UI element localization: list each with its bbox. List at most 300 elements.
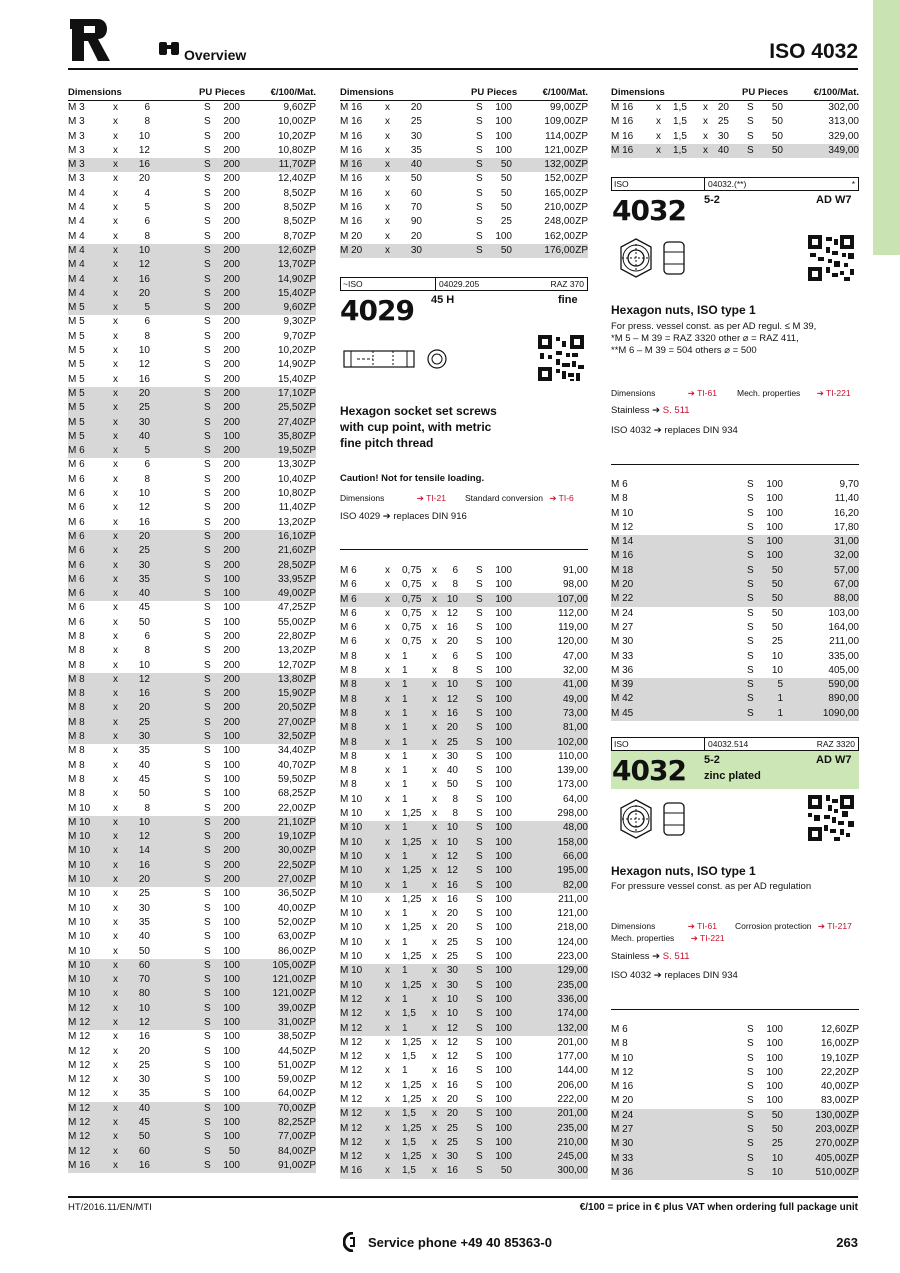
finish-code: ZP <box>303 759 316 771</box>
price: 21,60 <box>277 545 303 557</box>
length: 10 <box>446 1008 458 1020</box>
price: 13,70 <box>277 259 303 271</box>
price: 12,40 <box>277 173 303 185</box>
pieces: 50 <box>500 173 512 185</box>
pieces: 200 <box>223 473 240 485</box>
finish-code: ZP <box>575 130 588 142</box>
times-sign: x <box>432 565 437 576</box>
dimension: M 12 <box>340 1079 363 1091</box>
pieces: 100 <box>223 430 240 442</box>
times-sign: x <box>432 636 437 648</box>
pack-unit: S <box>476 636 483 648</box>
table-row <box>340 101 588 115</box>
length: 16 <box>138 373 150 385</box>
length: 10 <box>138 659 150 671</box>
pieces: 100 <box>495 665 512 677</box>
pitch: 1,5 <box>402 1108 416 1120</box>
price: 15,40 <box>277 287 303 299</box>
pieces: 100 <box>223 1074 240 1086</box>
length: 6 <box>144 630 150 642</box>
pieces: 50 <box>500 244 512 256</box>
table-row <box>68 258 316 272</box>
dimension: M 8 <box>340 779 357 791</box>
times-sign: x <box>385 879 390 891</box>
pitch: 1,5 <box>402 1051 416 1063</box>
pieces: 200 <box>223 273 240 285</box>
dimension: M 4 <box>68 187 85 199</box>
price: 59,50 <box>277 773 303 785</box>
table-row <box>68 987 316 1001</box>
finish-code: ZP <box>303 530 316 542</box>
footer-rule <box>68 1196 858 1198</box>
table-row <box>68 516 316 530</box>
pitch: 1 <box>402 736 408 748</box>
pieces: 100 <box>223 573 240 585</box>
table-body <box>611 1023 859 1180</box>
price: 91,00 <box>277 1159 303 1171</box>
pieces: 25 <box>771 636 783 648</box>
dimension: M 3 <box>68 144 85 156</box>
dimension: M 12 <box>340 1136 363 1148</box>
link-dimensions[interactable] <box>611 387 717 399</box>
price: 27,00 <box>277 874 303 886</box>
dimension: M 5 <box>68 402 85 414</box>
length: 30 <box>138 902 150 914</box>
pack-unit: S <box>204 373 211 385</box>
times-sign: x <box>385 1022 390 1034</box>
pieces: 100 <box>495 1051 512 1063</box>
pitch: 1,25 <box>402 1079 422 1091</box>
table-row <box>611 478 859 492</box>
header-pieces: Pieces <box>758 87 789 98</box>
pack-unit: S <box>204 230 211 242</box>
times-sign: x <box>113 230 118 242</box>
price: 211,00 <box>558 893 588 905</box>
pack-unit: S <box>747 1038 754 1050</box>
times-sign: x <box>385 1136 390 1148</box>
times-sign: x <box>113 359 118 371</box>
table-row <box>68 1116 316 1130</box>
dimension: M 6 <box>68 602 85 614</box>
table-row <box>68 616 316 630</box>
pieces: 200 <box>223 345 240 357</box>
table-row <box>68 530 316 544</box>
times-sign: x <box>113 502 118 514</box>
finish-code: ZP <box>303 630 316 642</box>
pack-unit: S <box>476 144 483 156</box>
length: 20 <box>446 922 458 934</box>
column-2 <box>340 86 588 258</box>
times-sign: x <box>113 1145 118 1157</box>
pack-unit: S <box>204 430 211 442</box>
finish-code: ZP <box>303 545 316 557</box>
dimension: M 10 <box>340 922 363 934</box>
pieces: 200 <box>223 673 240 685</box>
dimension: M 4 <box>68 287 85 299</box>
link-standard-conversion[interactable] <box>465 492 574 504</box>
length: 16 <box>446 879 458 891</box>
length: 25 <box>446 936 458 948</box>
length: 30 <box>410 244 422 256</box>
pieces: 100 <box>495 1108 512 1120</box>
price: 329,00 <box>828 130 859 142</box>
finish-code: ZP <box>303 230 316 242</box>
pieces: 100 <box>495 879 512 891</box>
times-sign: x <box>432 679 437 691</box>
pitch: 1,25 <box>402 1093 422 1105</box>
times-sign: x <box>432 1122 437 1134</box>
price: 14,90 <box>277 273 303 285</box>
times-sign: x <box>113 974 118 986</box>
header-pieces: Pieces <box>487 87 518 98</box>
pack-unit: S <box>476 893 483 905</box>
price: 174,00 <box>557 1008 588 1020</box>
pack-unit: S <box>476 1093 483 1105</box>
times-sign: x <box>432 850 437 862</box>
pack-unit: S <box>204 273 211 285</box>
finish-code: ZP <box>575 202 588 214</box>
table-row <box>340 1093 588 1107</box>
times-sign: x <box>385 707 390 719</box>
price: 195,00 <box>557 865 588 877</box>
finish-code: ZP <box>303 345 316 357</box>
divider <box>611 464 859 465</box>
product-number: 4032 <box>612 194 686 227</box>
table-row <box>340 1036 588 1050</box>
dimension: M 10 <box>68 988 91 1000</box>
pack-unit: S <box>747 130 754 142</box>
dimension: M 16 <box>340 116 363 128</box>
pieces: 200 <box>223 645 240 657</box>
times-sign: x <box>385 159 390 171</box>
dimension: M 6 <box>68 530 85 542</box>
dimension: M 24 <box>611 1109 634 1121</box>
table-body <box>68 101 316 1173</box>
length: 25 <box>138 545 150 557</box>
times-sign: x <box>113 1002 118 1014</box>
length: 40 <box>138 931 150 943</box>
pack-unit: S <box>476 1122 483 1134</box>
pack-unit: S <box>204 816 211 828</box>
dimension: M 12 <box>340 1093 363 1105</box>
length: 20 <box>138 287 150 299</box>
length: 40 <box>410 159 422 171</box>
length: 20 <box>410 102 422 113</box>
times-sign: x <box>113 702 118 714</box>
price: 9,70 <box>283 330 303 342</box>
pitch: 0,75 <box>402 565 422 576</box>
dimension: M 10 <box>68 874 91 886</box>
tag-code: 04032.(**) <box>704 178 746 190</box>
price: 22,20 <box>820 1066 846 1078</box>
pack-unit: S <box>476 722 483 734</box>
times-sign: x <box>113 187 118 199</box>
price: 15,40 <box>277 373 303 385</box>
dimension: M 8 <box>68 716 85 728</box>
finish-code: ZP <box>575 116 588 128</box>
pitch: 0,75 <box>402 579 422 591</box>
dimension: M 10 <box>68 902 91 914</box>
times-sign: x <box>385 579 390 591</box>
price: 176,00 <box>544 244 575 256</box>
pitch: 1,25 <box>402 808 422 820</box>
length: 35 <box>138 916 150 928</box>
hex-nut-icon <box>614 797 688 841</box>
times-sign: x <box>385 993 390 1005</box>
table-row <box>340 907 588 921</box>
table-row <box>340 172 588 186</box>
length: 10 <box>446 593 458 605</box>
dimension: M 10 <box>68 816 91 828</box>
price: 22,50 <box>277 859 303 871</box>
dimension: M 10 <box>68 831 91 843</box>
price: 11,40 <box>278 502 303 514</box>
pack-unit: S <box>204 688 211 700</box>
times-sign: x <box>385 173 390 185</box>
table-row <box>611 144 859 158</box>
pack-unit: S <box>204 159 211 171</box>
pitch: 1 <box>402 693 408 705</box>
link-stainless[interactable] <box>611 405 690 417</box>
price: 15,90 <box>277 688 303 700</box>
table-row <box>68 115 316 129</box>
times-sign: x <box>113 430 118 442</box>
product-title: Hexagon socket set screws with cup point, with metric fine pitch thread <box>340 404 497 450</box>
pack-unit: S <box>476 836 483 848</box>
table-row <box>611 592 859 606</box>
length: 5 <box>144 302 150 314</box>
pack-unit: S <box>204 745 211 757</box>
pieces: 100 <box>495 908 512 920</box>
header-price: €/100/Mat. <box>270 87 316 98</box>
pack-unit: S <box>204 459 211 471</box>
price: 13,20 <box>277 516 303 528</box>
pieces: 200 <box>223 530 240 542</box>
price: 49,00 <box>562 693 588 705</box>
table-row <box>68 673 316 687</box>
length: 12 <box>446 1051 458 1063</box>
pieces: 100 <box>223 745 240 757</box>
times-sign: x <box>113 945 118 957</box>
qr-code-icon <box>808 795 854 841</box>
times-sign: x <box>113 1102 118 1114</box>
table-row <box>68 158 316 172</box>
pack-unit: S <box>747 1166 754 1178</box>
pieces: 100 <box>223 888 240 900</box>
link-dimensions[interactable] <box>340 492 446 504</box>
pieces: 100 <box>495 1022 512 1034</box>
pack-unit: S <box>747 650 754 662</box>
price: 590,00 <box>828 679 859 691</box>
pack-unit: S <box>204 359 211 371</box>
pack-unit: S <box>747 693 754 705</box>
dimension: M 36 <box>611 1166 634 1178</box>
pack-unit: S <box>476 650 483 662</box>
length: 25 <box>446 951 458 963</box>
length: 12 <box>446 865 458 877</box>
pitch: 1 <box>402 722 408 734</box>
product-finish: AD W7 <box>816 194 852 206</box>
link-mech-properties[interactable] <box>737 387 851 399</box>
pitch: 1 <box>402 879 408 891</box>
table-row <box>68 315 316 329</box>
length: 60 <box>410 187 422 199</box>
pitch: 1,5 <box>402 1136 416 1148</box>
times-sign: x <box>385 607 390 619</box>
times-sign: x <box>385 793 390 805</box>
table-row <box>611 1166 859 1180</box>
link-corrosion-protection[interactable] <box>735 920 852 932</box>
table-row <box>340 793 588 807</box>
dimension: M 10 <box>68 845 91 857</box>
price: 1090,00 <box>822 707 859 719</box>
times-sign: x <box>113 659 118 671</box>
dimension: M 8 <box>68 788 85 800</box>
pack-unit: S <box>204 959 211 971</box>
link-ref: ➔ TI-61 <box>687 921 717 931</box>
times-sign: x <box>432 707 437 719</box>
pieces: 200 <box>223 244 240 256</box>
dimension: M 8 <box>68 630 85 642</box>
length: 20 <box>138 387 150 399</box>
times-sign: x <box>113 244 118 256</box>
price: 13,20 <box>277 645 303 657</box>
times-sign: x <box>385 1122 390 1134</box>
brand-logo <box>68 17 112 63</box>
finish-code: ZP <box>303 1102 316 1114</box>
pieces: 100 <box>223 773 240 785</box>
price: 121,00 <box>272 988 303 1000</box>
dimension: M 3 <box>68 159 85 171</box>
finish-code: ZP <box>303 845 316 857</box>
dimension: M 24 <box>611 607 634 619</box>
length: 20 <box>446 908 458 920</box>
table-4029 <box>340 564 588 1179</box>
dimension: M 6 <box>340 622 357 634</box>
pieces: 100 <box>495 965 512 977</box>
price: 59,00 <box>277 1074 303 1086</box>
times-sign: x <box>385 1051 390 1063</box>
pitch: 1 <box>402 707 408 719</box>
table-row <box>611 635 859 649</box>
link-stainless[interactable] <box>611 951 690 963</box>
service-phone: Service phone +49 40 85363-0 <box>368 1235 552 1250</box>
table-row <box>340 736 588 750</box>
pack-unit: S <box>476 216 483 228</box>
length: 25 <box>446 1122 458 1134</box>
price: 9,60 <box>283 102 303 113</box>
dimension: M 16 <box>611 102 634 113</box>
times-sign: x <box>113 1117 118 1129</box>
length: 12 <box>138 831 150 843</box>
pieces: 50 <box>771 1109 783 1121</box>
pitch: 0,75 <box>402 622 422 634</box>
link-ref: ➔ TI-221 <box>690 933 725 943</box>
times-sign: x <box>385 750 390 762</box>
dimension: M 10 <box>340 979 363 991</box>
pitch: 1 <box>402 965 408 977</box>
dimension: M 12 <box>340 1051 363 1063</box>
times-sign: x <box>385 922 390 934</box>
length: 40 <box>446 765 458 777</box>
dimension: M 30 <box>611 1138 634 1150</box>
pieces: 100 <box>495 1093 512 1105</box>
dimension: M 6 <box>68 473 85 485</box>
qr-code-icon <box>538 335 584 381</box>
dimension: M 12 <box>340 1022 363 1034</box>
times-sign: x <box>432 879 437 891</box>
pack-unit: S <box>204 945 211 957</box>
finish-code: ZP <box>303 731 316 743</box>
dimension: M 16 <box>611 550 634 562</box>
dimension: M 8 <box>611 493 628 505</box>
pieces: 100 <box>495 1122 512 1134</box>
dimension: M 4 <box>68 216 85 228</box>
price: 121,00 <box>544 144 575 156</box>
length: 16 <box>138 273 150 285</box>
table-row <box>340 950 588 964</box>
pieces: 100 <box>223 1002 240 1014</box>
pieces: 100 <box>495 102 512 113</box>
pack-unit: S <box>476 707 483 719</box>
dimension: M 12 <box>68 1117 91 1129</box>
pack-unit: S <box>204 1159 211 1171</box>
link-dimensions[interactable] <box>611 920 717 932</box>
pack-unit: S <box>476 244 483 256</box>
product-description: For press. vessel const. as per AD regul. ≤ M 39, <box>611 321 817 332</box>
finish-code: ZP <box>303 974 316 986</box>
dimension: M 10 <box>340 893 363 905</box>
price: 82,25 <box>277 1117 303 1129</box>
times-sign: x <box>113 816 118 828</box>
dimension: M 12 <box>68 1045 91 1057</box>
times-sign: x <box>432 593 437 605</box>
pack-unit: S <box>204 1031 211 1043</box>
dimension: M 8 <box>340 693 357 705</box>
header-pu: PU <box>199 87 213 98</box>
pieces: 200 <box>223 387 240 399</box>
finish-code: ZP <box>575 159 588 171</box>
product-description: *M 5 – M 39 = RAZ 3320 other ⌀ = RAZ 411, <box>611 333 799 344</box>
price: 40,00 <box>277 902 303 914</box>
dimension: M 10 <box>340 879 363 891</box>
length: 50 <box>138 945 150 957</box>
price: 19,10 <box>820 1052 846 1064</box>
pack-unit: S <box>204 502 211 514</box>
pack-unit: S <box>204 302 211 314</box>
finish-code: ZP <box>303 959 316 971</box>
price: 201,00 <box>557 1036 588 1048</box>
times-sign: x <box>385 650 390 662</box>
table-row <box>340 764 588 778</box>
pieces: 200 <box>223 816 240 828</box>
dimension: M 8 <box>340 765 357 777</box>
table-row <box>68 172 316 186</box>
pack-unit: S <box>204 1117 211 1129</box>
price: 47,25 <box>277 602 303 614</box>
dimension: M 3 <box>68 173 85 185</box>
page-title: ISO 4032 <box>769 40 858 63</box>
link-mech-properties[interactable] <box>611 932 725 944</box>
price: 91,00 <box>562 565 588 576</box>
price: 890,00 <box>828 693 859 705</box>
pack-unit: S <box>747 1066 754 1078</box>
length: 20 <box>138 874 150 886</box>
times-sign: x <box>385 836 390 848</box>
table-row <box>68 830 316 844</box>
pieces: 100 <box>766 1038 783 1050</box>
times-sign: x <box>703 144 708 156</box>
